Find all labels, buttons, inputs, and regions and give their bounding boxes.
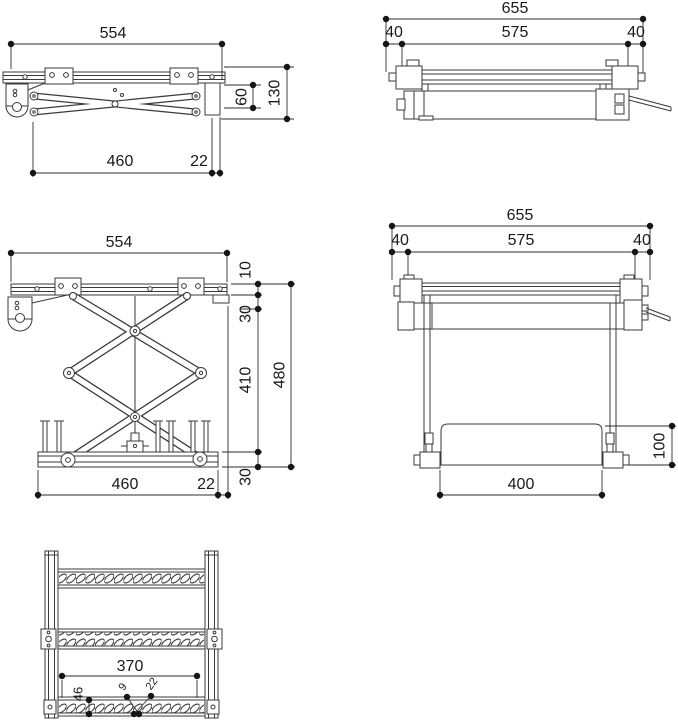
view-side-extended (8, 234, 295, 499)
base-rail (38, 452, 218, 467)
top-beam (389, 60, 645, 89)
dim-label: 60 (233, 88, 251, 106)
dim-label: 10 (237, 261, 255, 279)
dim-label: 100 (651, 432, 669, 460)
dim-label: 655 (506, 207, 534, 224)
clamp-right (207, 629, 222, 649)
dim-label: 22 (190, 153, 208, 170)
cross-bar-middle (41, 629, 222, 649)
dim-stack-60 (224, 82, 261, 111)
view-side-collapsed (3, 25, 294, 177)
dim-label: 40 (385, 24, 403, 41)
view-front-collapsed (383, 0, 671, 120)
dim-base-460-22 (30, 117, 223, 177)
crank-handle (629, 96, 671, 111)
dim-height-130 (221, 64, 294, 122)
view-plan (41, 551, 222, 718)
scissor-pack-folded (30, 89, 200, 117)
dim-base-400 (437, 470, 605, 499)
drive-block (624, 300, 642, 330)
drum-body (398, 300, 670, 330)
end-bracket (205, 83, 220, 115)
dim-label: 370 (116, 658, 144, 675)
foot (420, 452, 440, 468)
foot (603, 452, 623, 468)
dim-label: 655 (501, 0, 529, 17)
dim-label: 40 (633, 232, 651, 249)
dim-label: 480 (271, 361, 289, 389)
top-beam (394, 275, 648, 305)
dim-label: 46 (70, 686, 86, 702)
platform-rail (11, 278, 229, 303)
dim-label: 40 (391, 232, 409, 249)
centre-latch (121, 433, 149, 452)
dim-label: 22 (197, 476, 215, 493)
dim-label: 554 (99, 25, 127, 42)
dim-label: 460 (111, 476, 139, 493)
dim-label: 40 (627, 24, 645, 41)
dim-label: 130 (266, 79, 284, 107)
view-front-extended (389, 207, 676, 499)
dim-height-chain (222, 261, 295, 486)
dim-label: 460 (106, 153, 134, 170)
mount-plate (170, 68, 198, 84)
latch-hook (8, 294, 72, 331)
dim-label: 575 (507, 232, 535, 249)
dim-label: 22 (143, 675, 161, 693)
base-pan (441, 424, 602, 465)
end-bracket (213, 295, 229, 303)
dim-label: 400 (507, 476, 535, 493)
dim-label: 575 (501, 24, 529, 41)
dim-width-554 (8, 234, 230, 282)
clamp-left (41, 629, 56, 649)
mount-plate (45, 68, 73, 84)
dim-inner-575-40-40 (389, 232, 653, 283)
cross-bar-top (58, 569, 205, 588)
dim-label: 9 (116, 681, 130, 693)
dim-label: 554 (105, 234, 133, 251)
dim-label: 410 (237, 366, 255, 394)
dim-label: 30 (237, 305, 255, 323)
dim-label: 30 (237, 468, 255, 486)
crank-handle (646, 308, 670, 321)
